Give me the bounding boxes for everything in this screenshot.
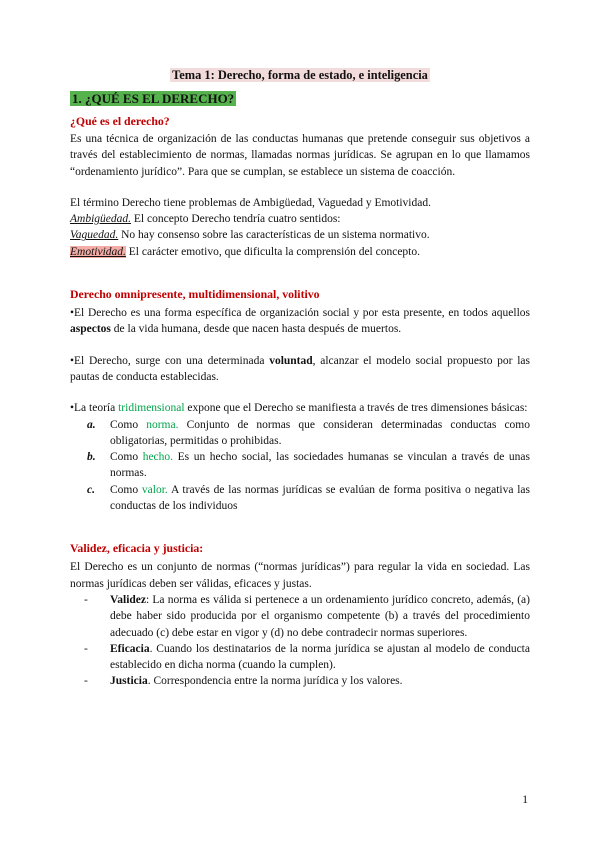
section3-heading: Validez, eficacia y justicia:	[70, 541, 204, 556]
valor-term: valor.	[141, 483, 168, 496]
list-item-norma	[87, 417, 530, 450]
ambiguedad-text: El concepto Derecho tendría cuatro sentidos:	[131, 213, 341, 226]
bullet2-bold-word: voluntad	[269, 354, 313, 367]
norma-rest: Conjunto de normas que consideran determinadas conductas como obligatorias, permitidas o prohibidas.	[110, 418, 530, 447]
list-marker-b: b.	[87, 451, 96, 464]
bullet1-text-post: de la vida humana, desde que nacen hasta después de muertos.	[110, 323, 402, 336]
list-item-hecho	[87, 449, 530, 482]
vaguedad-text: No hay consenso sobre las características de un sistema normativo.	[118, 229, 430, 242]
section1-subheading: ¿Qué es el derecho?	[70, 114, 170, 128]
section3-intro-paragraph: El Derecho es un conjunto de normas (“normas jurídicas”) para regular la vida en sociedad. Las normas jurídicas deben ser válidas, eficaces y justas.	[70, 561, 530, 590]
norma-term: norma.	[146, 418, 179, 431]
norma-pre: Como	[110, 418, 147, 431]
dash-item-eficacia	[84, 641, 530, 674]
document-title-text: Tema 1: Derecho, forma de estado, e inteligencia	[172, 68, 428, 82]
eficacia-term: Eficacia	[110, 642, 150, 655]
vaguedad-term: Vaguedad.	[70, 229, 119, 242]
bullet-voluntad	[70, 353, 530, 386]
valor-pre: Como	[110, 483, 142, 496]
hecho-term: hecho.	[142, 451, 174, 464]
dash-item-justicia-text	[110, 673, 530, 689]
section1-heading	[70, 89, 530, 108]
bullet1-text-pre: •El Derecho es una forma específica de organización social y por esta presente, en todos aquellos	[70, 307, 530, 320]
dash-item-justicia	[84, 673, 530, 689]
dash-marker-3: -	[84, 675, 88, 688]
list-marker-c: c.	[87, 483, 95, 496]
bullet2-text-post: , alcanzar el modelo social propuesto por las pautas de conducta establecidas.	[70, 354, 531, 383]
validez-rest: : La norma es válida si pertenece a un ordenamiento jurídico concreto, además, (a) debe haber sido producida por el organismo competente (b) a través del procedimiento adecuado (c) debe estar en vigor y (d) no debe contradecir normas superiores.	[110, 593, 530, 639]
hecho-rest: Es un hecho social, las sociedades humanas se vinculan a través de unas normas.	[110, 451, 530, 480]
bullet2-text-pre: •El Derecho, surge con una determinada	[70, 354, 270, 367]
emotividad-line	[70, 244, 530, 260]
section2-heading: Derecho omnipresente, multidimensional, volitivo	[70, 287, 320, 302]
bullet3-green-word: tridimensional	[118, 402, 185, 415]
vaguedad-line	[70, 227, 530, 243]
bullet3-text-pre: •La teoría	[70, 402, 119, 415]
emotividad-term: Emotividad.	[70, 245, 126, 258]
section1-intro-paragraph: Es una técnica de organización de las conductas humanas que pretende conseguir sus objetivos a través del establecimiento de normas, llamadas normas jurídicas. Se agrupan en lo que llamamos “ordenamiento jurídico”. Para que se cumplan, se establece un sistema de coacción.	[70, 133, 530, 178]
section1-problems-intro: El término Derecho tiene problemas de Ambigüedad, Vaguedad y Emotividad.	[70, 196, 431, 209]
dash-item-eficacia-text	[110, 641, 530, 674]
page-number: 1	[522, 793, 528, 806]
document-title	[70, 66, 530, 84]
hecho-pre: Como	[110, 451, 143, 464]
list-marker-a: a.	[87, 418, 96, 431]
dash-item-validez	[84, 592, 530, 641]
list-item-hecho-text	[110, 449, 530, 482]
ambiguedad-term: Ambigüedad.	[70, 213, 132, 226]
list-item-valor	[87, 482, 530, 515]
justicia-term: Justicia	[110, 675, 148, 688]
dash-marker-1: -	[84, 593, 88, 606]
emotividad-text: El carácter emotivo, que dificulta la comprensión del concepto.	[125, 245, 420, 258]
bullet-omnipresente	[70, 305, 530, 338]
eficacia-rest: . Cuando los destinatarios de la norma jurídica se ajustan al modelo de conducta establecido en dicha norma (cuando la cumplen).	[110, 642, 530, 672]
bullet3-text-post: expone que el Derecho se manifiesta a través de tres dimensiones básicas:	[184, 402, 528, 415]
bullet1-bold-word: aspectos	[70, 323, 111, 336]
bullet-tridimensional	[70, 400, 530, 416]
dash-marker-2: -	[84, 642, 88, 655]
validez-term: Validez	[110, 593, 146, 606]
section1-heading-text: 1. ¿QUÉ ES EL DERECHO?	[72, 91, 235, 106]
justicia-rest: . Correspondencia entre la norma jurídica y los valores.	[147, 675, 403, 688]
list-item-norma-text	[110, 417, 530, 450]
list-item-valor-text	[110, 482, 530, 515]
ambiguedad-line	[70, 211, 530, 227]
valor-rest: A través de las normas jurídicas se evalúan de forma positiva o negativa las conductas de los individuos	[110, 483, 530, 513]
dash-item-validez-text	[110, 592, 530, 641]
